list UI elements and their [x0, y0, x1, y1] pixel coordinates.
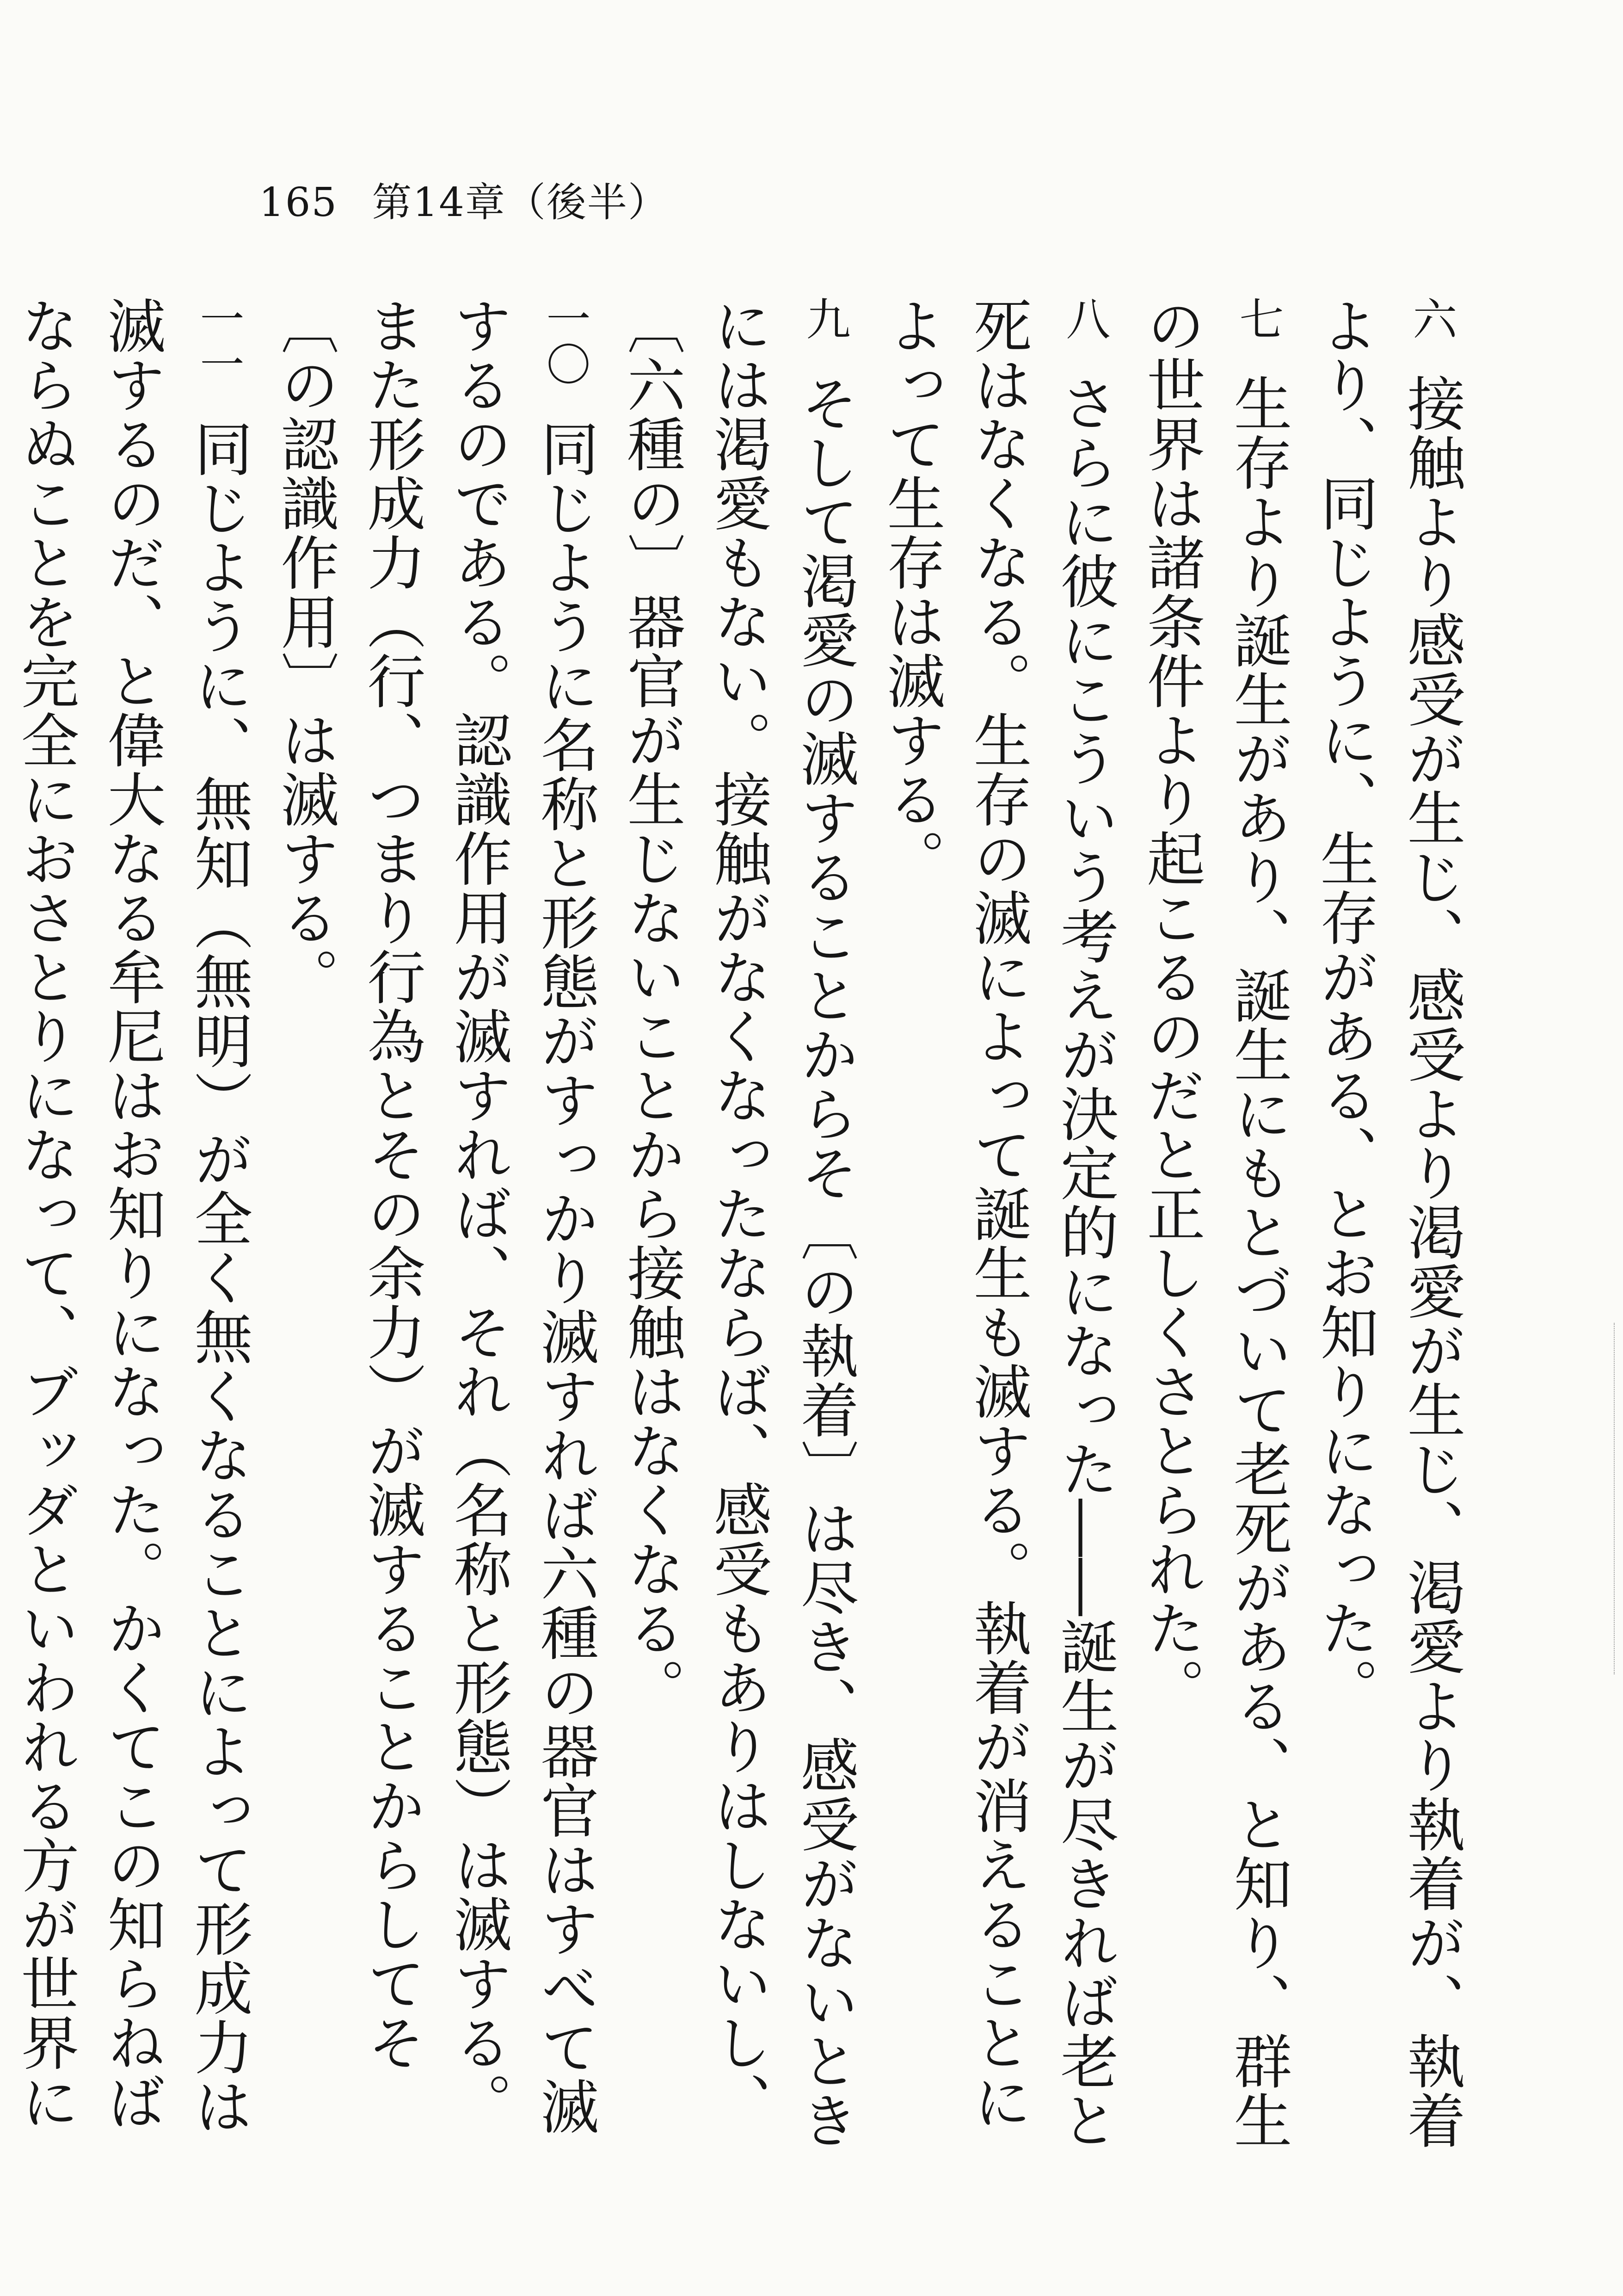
- verse-number: 九: [799, 296, 851, 341]
- page-number: 165: [259, 179, 338, 226]
- verse-text: 接触より感受が生じ、感受より渇愛が生じ、渇愛より執着が、執着より、同じように、生存がある、とお知りになった。: [1311, 296, 1466, 2150]
- verse-11: [0, 296, 262, 2174]
- verse-text: 生存より誕生があり、誕生にもとづいて老死がある、と知り、群生の世界は諸条件より起こるのだと正しくさとられた。: [1137, 296, 1292, 2150]
- vertical-text-block: [12, 296, 1475, 2174]
- verse-text: そして渇愛の滅することからそ〔の執着〕は尽き、感受がないときには渇愛もない。接触がなくなったならば、感受もありはしないし、〔六種の〕器官が生じないことから接触はなくなる。: [618, 296, 859, 2150]
- verse-7: [1128, 296, 1302, 2174]
- verse-6: [1302, 296, 1475, 2174]
- running-head: [259, 179, 669, 226]
- verse-number: 一一: [193, 296, 245, 387]
- page-edge-mark: [1610, 1323, 1615, 1674]
- chapter-title: 第14章（後半）: [372, 179, 669, 226]
- verse-number: 六: [1406, 296, 1457, 341]
- verse-text: さらに彼にこういう考えが決定的になった――誕生が尽きれば老と死はなくなる。生存の滅によって誕生も滅する。執着が消えることによって生存は滅する。: [878, 296, 1119, 2150]
- verse-10: [262, 296, 609, 2174]
- verse-number: 七: [1232, 296, 1284, 341]
- verse-text: 同じように名称と形態がすっかり滅すれば六種の器官はすべて滅するのである。認識作用が滅すれば、それ（名称と形態）は滅する。また形成力（行、つまり行為とその余力）が滅することからしてそ〔の認識作用〕は滅する。: [271, 296, 599, 2136]
- verse-9: [609, 296, 868, 2174]
- verse-number: 八: [1059, 296, 1111, 341]
- verse-number: 一〇: [539, 296, 591, 387]
- verse-8: [868, 296, 1128, 2174]
- verse-text: 同じように、無知（無明）が全く無くなることによって形成力は滅するのだ、と偉大なる牟尼はお知りになった。かくてこの知らねばならぬことを完全におさとりになって、ブッダといわれる方が世界に: [12, 296, 253, 2136]
